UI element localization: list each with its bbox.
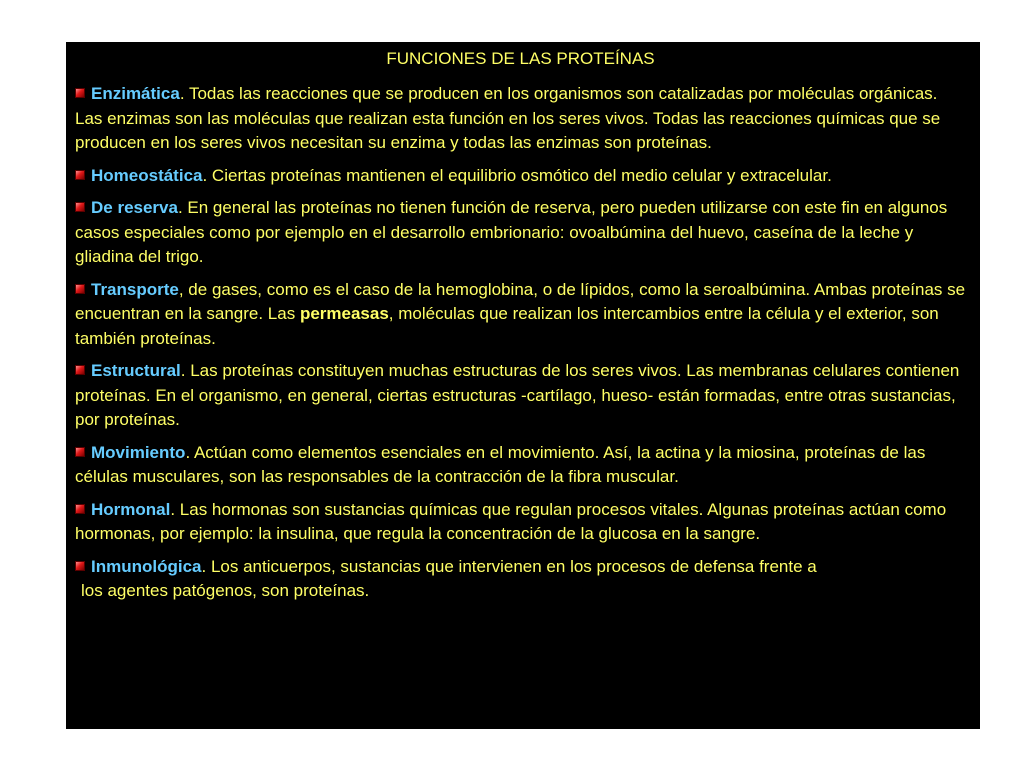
list-item-inmunologica — [75, 555, 966, 604]
item-text: . Ciertas proteínas mantienen el equilibrio osmótico del medio celular y extracelular. — [202, 165, 832, 185]
item-text: . Actúan como elementos esenciales en el movimiento. Así, la actina y la miosina, proteínas de las células musculares, son las responsables de la contracción de la fibra muscular. — [75, 442, 926, 486]
item-text-continued: , moléculas que realizan los intercambios entre la célula y el exterior, son también proteínas. — [75, 304, 939, 348]
item-text-continued: los agentes patógenos, son proteínas. — [81, 581, 370, 600]
list-item-movimiento — [75, 441, 966, 490]
bold-term-permeasas: permeasas — [299, 304, 389, 323]
square-bullet-icon — [75, 561, 85, 571]
list-item-hormonal — [75, 498, 966, 547]
square-bullet-icon — [75, 202, 85, 212]
item-text: . Las proteínas constituyen muchas estructuras de los seres vivos. Las membranas celulares contienen proteínas. En el organismo, en general, ciertas estructuras -cartílago, hueso- están formadas, entre otras sustancias, por proteínas. — [75, 361, 960, 429]
list-item-estructural — [75, 359, 966, 433]
item-text: . Los anticuerpos, sustancias que intervienen en los procesos de defensa frente a — [201, 556, 817, 576]
square-bullet-icon — [75, 170, 85, 180]
term-de-reserva: De reserva — [91, 198, 178, 217]
term-homeostatica: Homeostática — [91, 165, 203, 185]
term-hormonal: Hormonal — [91, 499, 171, 519]
square-bullet-icon — [75, 88, 85, 98]
term-transporte: Transporte — [91, 279, 179, 299]
square-bullet-icon — [75, 447, 85, 457]
list-item-homeostatica — [75, 164, 966, 189]
item-text: , de gases, como es el caso de la hemoglobina, o de lípidos, como la seroalbúmina. Ambas proteínas se encuentran en la sangre. Las — [75, 279, 966, 323]
square-bullet-icon — [75, 284, 85, 294]
slide-panel — [66, 42, 980, 729]
term-enzimatica: Enzimática — [91, 84, 180, 103]
term-movimiento: Movimiento — [91, 442, 186, 462]
item-text: . Las hormonas son sustancias químicas que regulan procesos vitales. Algunas proteínas actúan como hormonas, por ejemplo: la insulina, que regula la concentración de la glucosa en la sangre. — [75, 499, 947, 543]
list-item-de-reserva — [75, 196, 966, 270]
list-item-transporte — [75, 278, 966, 352]
square-bullet-icon — [75, 504, 85, 514]
slide-title: FUNCIONES DE LAS PROTEÍNAS — [386, 49, 655, 68]
list-item-enzimatica — [75, 82, 966, 156]
item-text: . Todas las reacciones que se producen en los organismos son catalizadas por moléculas orgánicas. Las enzimas son las moléculas que realizan esta función en los seres vivos. Todas las reacciones químicas que se producen en los seres vivos necesitan su enzima y todas las enzimas son proteínas. — [75, 84, 941, 152]
item-text: . En general las proteínas no tienen función de reserva, pero pueden utilizarse con este fin en algunos casos especiales como por ejemplo en el desarrollo embrionario: ovoalbúmina del huevo, caseína de la leche y gliadina del trigo. — [75, 198, 948, 266]
square-bullet-icon — [75, 365, 85, 375]
term-inmunologica: Inmunológica — [91, 556, 202, 576]
term-estructural: Estructural — [91, 361, 181, 380]
